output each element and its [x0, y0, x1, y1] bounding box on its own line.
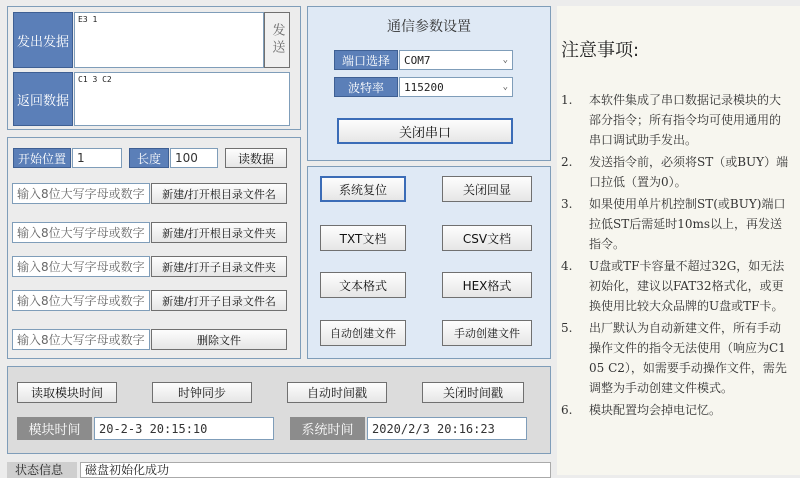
- send-button[interactable]: [264, 12, 290, 68]
- baud-select[interactable]: [399, 77, 513, 97]
- close-timestamp-button[interactable]: 关闭时间戳: [422, 382, 524, 403]
- comm-settings-title: 通信参数设置: [387, 19, 471, 35]
- echo-off-button[interactable]: 关闭回显: [442, 176, 532, 202]
- length-input[interactable]: 100: [170, 148, 218, 168]
- file-name-input-4[interactable]: 输入8位大写字母或数字: [12, 290, 150, 311]
- port-label: 端口选择: [334, 50, 398, 70]
- time-panel: [7, 366, 551, 454]
- baud-value: 115200: [404, 80, 444, 94]
- hex-format-button[interactable]: HEX格式: [442, 272, 532, 298]
- clock-sync-button[interactable]: 时钟同步: [152, 382, 252, 403]
- read-module-time-button[interactable]: 读取模块时间: [17, 382, 117, 403]
- list-item: 2. 发送指令前，必须将ST（或BUY）端口拉低（置为0）。: [561, 155, 789, 189]
- send-data-textarea[interactable]: E3 1: [74, 12, 264, 68]
- start-position-label: 开始位置: [13, 148, 71, 168]
- notes-list: [561, 90, 792, 420]
- file-action-button-2[interactable]: 新建/打开根目录文件夹: [151, 222, 287, 243]
- file-name-input-1[interactable]: 输入8位大写字母或数字: [12, 183, 150, 204]
- file-action-button-1[interactable]: 新建/打开根目录文件名: [151, 183, 287, 204]
- delete-file-button[interactable]: 删除文件: [151, 329, 287, 350]
- send-label: 发出发据: [13, 12, 73, 68]
- csv-doc-button[interactable]: CSV文档: [442, 225, 532, 251]
- chevron-down-icon: ⌄: [502, 82, 508, 92]
- list-item: 6. 模块配置均会掉电记忆。: [561, 403, 722, 417]
- text-format-button[interactable]: 文本格式: [320, 272, 406, 298]
- system-time-label: 系统时间: [290, 417, 365, 440]
- module-time-field[interactable]: 20-2-3 20:15:10: [94, 417, 274, 440]
- manual-create-file-button[interactable]: 手动创建文件: [442, 320, 532, 346]
- file-name-input-5[interactable]: 输入8位大写字母或数字: [12, 329, 150, 350]
- system-reset-button[interactable]: 系统复位: [320, 176, 406, 202]
- file-panel: [7, 137, 301, 359]
- notes-title: 注意事项:: [561, 40, 640, 61]
- file-name-input-2[interactable]: 输入8位大写字母或数字: [12, 222, 150, 243]
- system-time-field[interactable]: 2020/2/3 20:16:23: [367, 417, 527, 440]
- receive-label: 返回数据: [13, 72, 73, 126]
- txt-doc-button[interactable]: TXT文档: [320, 225, 406, 251]
- auto-timestamp-button[interactable]: 自动时间戳: [287, 382, 387, 403]
- module-time-label: 模块时间: [17, 417, 92, 440]
- list-item: 4. U盘或TF卡容量不超过32G，如无法初始化，建议以FAT32格式化，或更换使用比较大众品牌的U盘或TF卡。: [561, 259, 785, 313]
- start-position-input[interactable]: 1: [72, 148, 122, 168]
- port-value: COM7: [404, 53, 431, 67]
- baud-label: 波特率: [334, 77, 398, 97]
- receive-data-textarea[interactable]: C1 3 C2: [74, 72, 290, 126]
- list-item: 1. 本软件集成了串口数据记录模块的大部分指令；所有指令均可使用通用的串口调试助手发出。: [561, 93, 782, 147]
- list-item: 5. 出厂默认为自动新建文件，所有手动操作文件的指令无法使用（响应为C1 05 C2），如需要手动操作文件，需先调整为手动创建文件模式。: [561, 321, 787, 395]
- auto-create-file-button[interactable]: 自动创建文件: [320, 320, 406, 346]
- read-data-button[interactable]: 读数据: [225, 148, 287, 168]
- file-action-button-4[interactable]: 新建/打开子目录文件名: [151, 290, 287, 311]
- chevron-down-icon: ⌄: [502, 55, 508, 65]
- length-label: 长度: [129, 148, 169, 168]
- status-value: 磁盘初始化成功: [80, 462, 551, 478]
- send-button-label: 发送: [269, 23, 285, 57]
- port-select[interactable]: [399, 50, 513, 70]
- status-label: 状态信息: [7, 462, 77, 478]
- close-port-button[interactable]: 关闭串口: [337, 118, 513, 144]
- file-name-input-3[interactable]: 输入8位大写字母或数字: [12, 256, 150, 277]
- file-action-button-3[interactable]: 新建/打开子目录文件夹: [151, 256, 287, 277]
- notes-panel: [557, 6, 800, 475]
- list-item: 3. 如果使用单片机控制ST(或BUY)端口拉低ST后需延时10ms以上，再发送指令。: [561, 197, 786, 251]
